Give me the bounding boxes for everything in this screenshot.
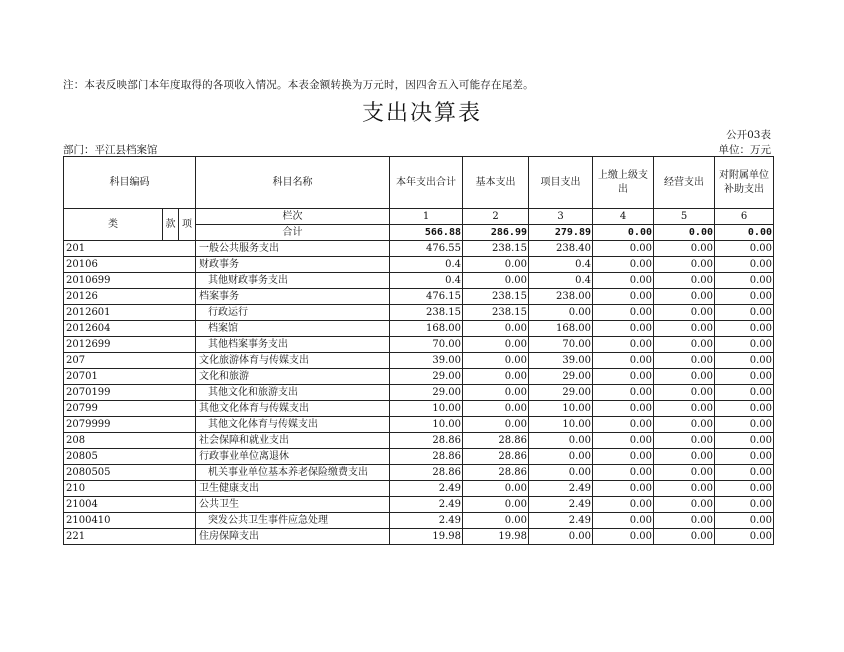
table-row <box>64 273 774 289</box>
form-number: 公开03表 <box>726 129 771 141</box>
row-value: 70.00 <box>390 337 463 353</box>
row-name: 其他文化和旅游支出 <box>196 385 390 401</box>
row-value: 0.00 <box>715 465 774 481</box>
row-code: 201 <box>64 241 196 257</box>
row-value: 2.49 <box>390 513 463 529</box>
table-row <box>64 417 774 433</box>
row-value: 10.00 <box>529 401 593 417</box>
total-cell: 0.00 <box>715 225 774 241</box>
table-row <box>64 401 774 417</box>
row-code: 2100410 <box>64 513 196 529</box>
total-cell: 0.00 <box>593 225 654 241</box>
table-row <box>64 449 774 465</box>
row-value: 0.00 <box>463 369 529 385</box>
row-code: 2010699 <box>64 273 196 289</box>
row-value: 0.00 <box>593 385 654 401</box>
row-code: 207 <box>64 353 196 369</box>
row-value: 168.00 <box>390 321 463 337</box>
row-value: 0.00 <box>654 305 715 321</box>
row-value: 0.00 <box>715 273 774 289</box>
row-value: 0.00 <box>654 257 715 273</box>
row-value: 28.86 <box>463 433 529 449</box>
row-value: 0.00 <box>593 465 654 481</box>
row-value: 0.00 <box>654 337 715 353</box>
row-value: 0.00 <box>715 321 774 337</box>
page-title: 支出决算表 <box>361 101 482 126</box>
row-code: 2012601 <box>64 305 196 321</box>
row-value: 0.00 <box>715 401 774 417</box>
row-value: 0.00 <box>529 465 593 481</box>
row-value: 0.00 <box>593 305 654 321</box>
col-number: 1 <box>390 209 463 225</box>
header-name: 科目名称 <box>196 157 390 209</box>
row-value: 0.4 <box>390 257 463 273</box>
row-name: 卫生健康支出 <box>196 481 390 497</box>
total-cell: 279.89 <box>529 225 593 241</box>
row-code: 2080505 <box>64 465 196 481</box>
row-value: 0.00 <box>593 529 654 545</box>
row-value: 10.00 <box>529 417 593 433</box>
row-value: 238.15 <box>463 305 529 321</box>
row-value: 39.00 <box>529 353 593 369</box>
row-value: 0.00 <box>463 481 529 497</box>
row-value: 28.86 <box>463 449 529 465</box>
row-value: 0.00 <box>593 481 654 497</box>
row-value: 238.15 <box>463 241 529 257</box>
row-value: 2.49 <box>390 481 463 497</box>
row-code: 20106 <box>64 257 196 273</box>
row-value: 2.49 <box>390 497 463 513</box>
row-value: 0.00 <box>715 481 774 497</box>
row-code: 2012604 <box>64 321 196 337</box>
col-number: 4 <box>593 209 654 225</box>
row-value: 0.00 <box>715 497 774 513</box>
row-value: 29.00 <box>529 385 593 401</box>
row-value: 168.00 <box>529 321 593 337</box>
row-value: 0.00 <box>593 449 654 465</box>
table-row <box>64 465 774 481</box>
row-value: 28.86 <box>463 465 529 481</box>
table-row <box>64 241 774 257</box>
row-value: 0.00 <box>715 369 774 385</box>
row-value: 0.4 <box>529 273 593 289</box>
row-value: 238.40 <box>529 241 593 257</box>
row-value: 238.15 <box>463 289 529 305</box>
row-value: 0.00 <box>463 385 529 401</box>
header-row <box>64 157 774 209</box>
row-value: 28.86 <box>390 449 463 465</box>
row-value: 0.00 <box>463 513 529 529</box>
row-value: 0.00 <box>529 433 593 449</box>
row-value: 0.00 <box>463 353 529 369</box>
row-code: 21004 <box>64 497 196 513</box>
row-value: 0.00 <box>715 513 774 529</box>
table-row <box>64 321 774 337</box>
row-value: 0.00 <box>715 305 774 321</box>
row-code: 210 <box>64 481 196 497</box>
department-label: 部门：平江县档案馆 <box>63 144 158 156</box>
row-value: 2.49 <box>529 481 593 497</box>
row-value: 0.00 <box>654 497 715 513</box>
row-name: 其他文化体育与传媒支出 <box>196 401 390 417</box>
row-value: 0.00 <box>654 465 715 481</box>
row-value: 0.00 <box>654 401 715 417</box>
row-name: 档案馆 <box>196 321 390 337</box>
row-value: 0.00 <box>463 257 529 273</box>
total-cell: 0.00 <box>654 225 715 241</box>
row-value: 28.86 <box>390 465 463 481</box>
header-project: 项目支出 <box>529 157 593 209</box>
row-name: 公共卫生 <box>196 497 390 513</box>
row-code: 20799 <box>64 401 196 417</box>
row-value: 0.00 <box>654 513 715 529</box>
total-cell: 286.99 <box>463 225 529 241</box>
col-number: 3 <box>529 209 593 225</box>
row-value: 0.00 <box>715 257 774 273</box>
row-value: 0.00 <box>593 273 654 289</box>
row-value: 0.00 <box>593 241 654 257</box>
row-code: 2070199 <box>64 385 196 401</box>
row-name: 行政运行 <box>196 305 390 321</box>
table-row <box>64 257 774 273</box>
row-name: 文化旅游体育与传媒支出 <box>196 353 390 369</box>
row-value: 0.00 <box>463 321 529 337</box>
column-number-row <box>64 209 774 225</box>
row-value: 0.00 <box>654 241 715 257</box>
col-number: 6 <box>715 209 774 225</box>
row-value: 0.00 <box>715 529 774 545</box>
row-value: 10.00 <box>390 401 463 417</box>
row-value: 0.00 <box>654 273 715 289</box>
header-xiang: 项 <box>179 209 196 241</box>
row-value: 0.00 <box>715 337 774 353</box>
table-row <box>64 289 774 305</box>
row-value: 0.00 <box>654 417 715 433</box>
row-value: 0.00 <box>593 257 654 273</box>
row-code: 221 <box>64 529 196 545</box>
header-lei: 类 <box>64 209 163 241</box>
row-value: 238.15 <box>390 305 463 321</box>
total-cell: 566.88 <box>390 225 463 241</box>
row-name: 文化和旅游 <box>196 369 390 385</box>
row-value: 10.00 <box>390 417 463 433</box>
row-value: 2.49 <box>529 513 593 529</box>
table-row <box>64 353 774 369</box>
row-value: 0.00 <box>463 337 529 353</box>
row-value: 0.00 <box>654 433 715 449</box>
col-number: 2 <box>463 209 529 225</box>
row-code: 2012699 <box>64 337 196 353</box>
row-name: 一般公共服务支出 <box>196 241 390 257</box>
row-name: 档案事务 <box>196 289 390 305</box>
header-code: 科目编码 <box>64 157 196 209</box>
row-value: 0.4 <box>390 273 463 289</box>
row-value: 238.00 <box>529 289 593 305</box>
row-value: 0.00 <box>593 369 654 385</box>
row-code: 20126 <box>64 289 196 305</box>
row-value: 0.00 <box>529 529 593 545</box>
row-value: 0.00 <box>463 273 529 289</box>
row-name: 行政事业单位离退休 <box>196 449 390 465</box>
row-value: 28.86 <box>390 433 463 449</box>
row-value: 29.00 <box>390 369 463 385</box>
row-value: 0.00 <box>463 497 529 513</box>
row-value: 0.00 <box>654 321 715 337</box>
row-value: 0.00 <box>463 401 529 417</box>
row-value: 0.00 <box>654 385 715 401</box>
header-kuan: 款 <box>163 209 179 241</box>
row-value: 2.49 <box>529 497 593 513</box>
row-value: 0.00 <box>654 289 715 305</box>
header-heji: 合计 <box>196 225 390 241</box>
row-value: 0.00 <box>593 401 654 417</box>
row-value: 70.00 <box>529 337 593 353</box>
row-value: 0.00 <box>654 529 715 545</box>
table-row <box>64 305 774 321</box>
table-row <box>64 497 774 513</box>
row-value: 0.00 <box>715 289 774 305</box>
row-value: 0.00 <box>463 417 529 433</box>
row-name: 社会保障和就业支出 <box>196 433 390 449</box>
table-row <box>64 385 774 401</box>
row-code: 20701 <box>64 369 196 385</box>
row-value: 0.00 <box>529 449 593 465</box>
row-value: 0.00 <box>715 417 774 433</box>
row-name: 机关事业单位基本养老保险缴费支出 <box>196 465 390 481</box>
row-value: 0.00 <box>654 353 715 369</box>
row-value: 0.00 <box>593 497 654 513</box>
row-code: 208 <box>64 433 196 449</box>
row-value: 476.55 <box>390 241 463 257</box>
header-upper: 上缴上级支出 <box>593 157 654 209</box>
row-name: 住房保障支出 <box>196 529 390 545</box>
row-value: 0.00 <box>593 433 654 449</box>
row-name: 财政事务 <box>196 257 390 273</box>
table-row <box>64 337 774 353</box>
row-name: 其他档案事务支出 <box>196 337 390 353</box>
row-value: 0.00 <box>654 481 715 497</box>
row-value: 0.00 <box>715 449 774 465</box>
row-value: 29.00 <box>390 385 463 401</box>
table-row <box>64 369 774 385</box>
row-value: 0.00 <box>654 369 715 385</box>
row-value: 0.00 <box>593 417 654 433</box>
row-value: 0.00 <box>654 449 715 465</box>
row-value: 39.00 <box>390 353 463 369</box>
table-row <box>64 529 774 545</box>
table-row <box>64 481 774 497</box>
row-value: 0.00 <box>593 289 654 305</box>
row-value: 19.98 <box>390 529 463 545</box>
row-value: 0.00 <box>715 433 774 449</box>
row-value: 29.00 <box>529 369 593 385</box>
row-name: 突发公共卫生事件应急处理 <box>196 513 390 529</box>
unit-label: 单位：万元 <box>718 144 771 156</box>
header-lanci: 栏次 <box>196 209 390 225</box>
row-code: 2079999 <box>64 417 196 433</box>
header-subsidy: 对附属单位补助支出 <box>715 157 774 209</box>
row-value: 0.00 <box>593 337 654 353</box>
row-name: 其他文化体育与传媒支出 <box>196 417 390 433</box>
expenditure-table <box>63 156 774 545</box>
header-business: 经营支出 <box>654 157 715 209</box>
table-note: 注：本表反映部门本年度取得的各项收入情况。本表金额转换为万元时，因四舍五入可能存在尾差。 <box>63 79 534 91</box>
col-number: 5 <box>654 209 715 225</box>
row-value: 0.00 <box>593 353 654 369</box>
row-value: 0.00 <box>593 513 654 529</box>
row-value: 19.98 <box>463 529 529 545</box>
row-value: 0.00 <box>593 321 654 337</box>
header-basic: 基本支出 <box>463 157 529 209</box>
row-value: 0.00 <box>715 241 774 257</box>
row-value: 0.4 <box>529 257 593 273</box>
row-value: 0.00 <box>715 385 774 401</box>
row-value: 0.00 <box>715 353 774 369</box>
header-total: 本年支出合计 <box>390 157 463 209</box>
row-value: 0.00 <box>529 305 593 321</box>
table-row <box>64 433 774 449</box>
row-code: 20805 <box>64 449 196 465</box>
table-row <box>64 513 774 529</box>
row-value: 476.15 <box>390 289 463 305</box>
row-name: 其他财政事务支出 <box>196 273 390 289</box>
